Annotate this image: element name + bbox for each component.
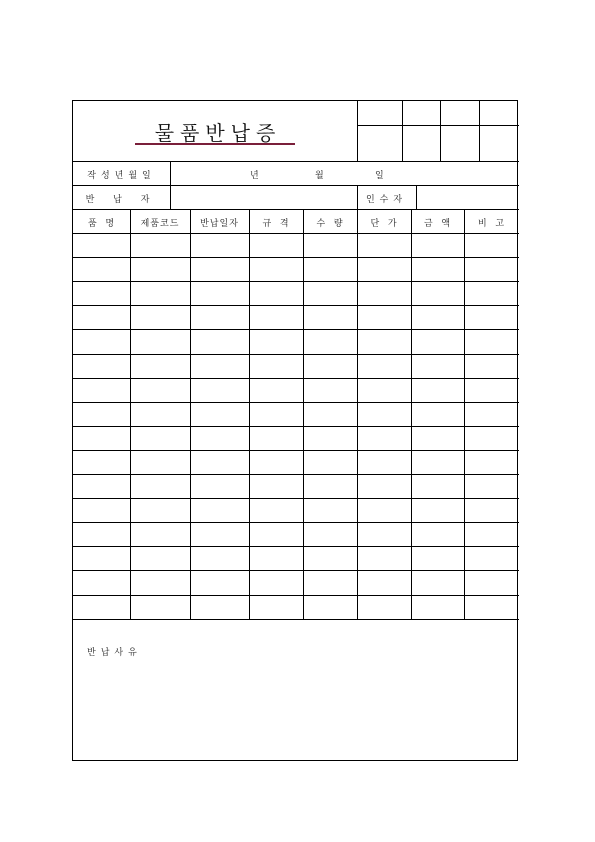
table-cell[interactable] — [304, 427, 356, 449]
table-cell[interactable] — [250, 596, 302, 618]
table-row — [73, 498, 519, 522]
table-cell[interactable] — [191, 355, 248, 377]
table-cell[interactable] — [465, 596, 518, 618]
table-cell[interactable] — [304, 282, 356, 304]
table-cell[interactable] — [465, 355, 518, 377]
approval-title-cell-2[interactable] — [403, 102, 439, 124]
table-cell[interactable] — [131, 427, 189, 449]
table-cell[interactable] — [358, 427, 410, 449]
table-cell[interactable] — [412, 596, 463, 618]
table-cell[interactable] — [74, 258, 129, 280]
table-row — [73, 570, 519, 594]
table-cell[interactable] — [412, 258, 463, 280]
table-cell[interactable] — [304, 258, 356, 280]
approval-title-cell-4[interactable] — [480, 102, 518, 124]
table-cell[interactable] — [358, 330, 410, 352]
table-cell[interactable] — [191, 258, 248, 280]
table-row — [73, 450, 519, 474]
table-row — [73, 305, 519, 329]
table-cell[interactable] — [465, 475, 518, 497]
receiver-label: 인수자 — [365, 195, 408, 205]
column-header: 비 고 — [477, 219, 506, 229]
table-cell[interactable] — [131, 523, 189, 545]
table-cell[interactable] — [191, 379, 248, 401]
table-cell[interactable] — [412, 234, 463, 256]
table-cell[interactable] — [304, 379, 356, 401]
table-row — [73, 402, 519, 426]
table-row — [73, 474, 519, 498]
table-cell[interactable] — [74, 547, 129, 569]
table-cell[interactable] — [191, 306, 248, 328]
table-cell[interactable] — [304, 571, 356, 593]
table-row — [73, 281, 519, 305]
approval-sign-cell-2[interactable] — [403, 126, 439, 160]
table-cell[interactable] — [191, 282, 248, 304]
table-cell[interactable] — [358, 547, 410, 569]
reason-input-area[interactable] — [74, 620, 518, 760]
table-cell[interactable] — [304, 306, 356, 328]
table-cell[interactable] — [465, 571, 518, 593]
table-cell[interactable] — [412, 330, 463, 352]
approval-sign-cell-4[interactable] — [480, 126, 518, 160]
table-cell[interactable] — [131, 282, 189, 304]
returner-input-cell[interactable] — [171, 186, 356, 208]
table-cell[interactable] — [465, 499, 518, 521]
table-cell[interactable] — [358, 234, 410, 256]
table-cell[interactable] — [358, 306, 410, 328]
table-cell[interactable] — [74, 427, 129, 449]
table-cell[interactable] — [131, 330, 189, 352]
table-cell[interactable] — [412, 547, 463, 569]
table-cell[interactable] — [191, 234, 248, 256]
table-cell[interactable] — [465, 427, 518, 449]
table-cell[interactable] — [358, 258, 410, 280]
table-cell[interactable] — [250, 523, 302, 545]
title-underline — [135, 143, 295, 145]
table-cell[interactable] — [465, 451, 518, 473]
table-cell[interactable] — [250, 547, 302, 569]
table-cell[interactable] — [74, 282, 129, 304]
table-row — [73, 329, 519, 353]
date-label: 작성년월일 — [87, 171, 156, 181]
table-cell[interactable] — [191, 427, 248, 449]
table-cell[interactable] — [131, 596, 189, 618]
table-cell[interactable] — [250, 403, 302, 425]
table-cell[interactable] — [304, 475, 356, 497]
table-cell[interactable] — [74, 234, 129, 256]
column-header: 반납일자 — [200, 219, 239, 229]
table-cell[interactable] — [131, 475, 189, 497]
receiver-input-cell[interactable] — [417, 186, 518, 208]
table-cell[interactable] — [304, 499, 356, 521]
table-cell[interactable] — [358, 355, 410, 377]
year-label: 년 — [250, 171, 260, 181]
table-cell[interactable] — [191, 499, 248, 521]
table-cell[interactable] — [74, 379, 129, 401]
table-cell[interactable] — [358, 379, 410, 401]
table-cell[interactable] — [74, 330, 129, 352]
table-cell[interactable] — [412, 451, 463, 473]
table-cell[interactable] — [131, 499, 189, 521]
approval-title-cell-3[interactable] — [441, 102, 478, 124]
table-cell[interactable] — [74, 571, 129, 593]
table-cell[interactable] — [250, 379, 302, 401]
table-cell[interactable] — [304, 596, 356, 618]
table-cell[interactable] — [304, 451, 356, 473]
table-cell[interactable] — [358, 596, 410, 618]
table-cell[interactable] — [74, 306, 129, 328]
table-cell[interactable] — [131, 547, 189, 569]
table-cell[interactable] — [131, 379, 189, 401]
table-cell[interactable] — [358, 523, 410, 545]
table-cell[interactable] — [74, 475, 129, 497]
table-cell[interactable] — [412, 403, 463, 425]
table-row — [73, 354, 519, 378]
table-cell[interactable] — [191, 330, 248, 352]
column-header: 단 가 — [370, 219, 398, 229]
table-cell[interactable] — [465, 234, 518, 256]
table-cell[interactable] — [304, 403, 356, 425]
table-cell[interactable] — [250, 571, 302, 593]
column-header: 제품코드 — [140, 219, 180, 229]
table-cell[interactable] — [412, 499, 463, 521]
table-cell[interactable] — [304, 523, 356, 545]
reason-label: 반납사유 — [87, 648, 142, 658]
table-cell[interactable] — [74, 596, 129, 618]
table-row — [73, 233, 519, 257]
table-cell[interactable] — [304, 234, 356, 256]
table-cell[interactable] — [250, 234, 302, 256]
table-cell[interactable] — [131, 571, 189, 593]
table-cell[interactable] — [250, 355, 302, 377]
table-cell[interactable] — [250, 499, 302, 521]
table-cell[interactable] — [131, 355, 189, 377]
table-cell[interactable] — [74, 523, 129, 545]
table-row — [73, 257, 519, 281]
table-cell[interactable] — [191, 571, 248, 593]
table-cell[interactable] — [412, 523, 463, 545]
column-header: 품 명 — [87, 219, 116, 229]
table-cell[interactable] — [191, 475, 248, 497]
table-cell[interactable] — [304, 330, 356, 352]
table-cell[interactable] — [412, 379, 463, 401]
table-cell[interactable] — [131, 306, 189, 328]
approval-title-cell-1[interactable] — [358, 102, 401, 124]
table-cell[interactable] — [131, 451, 189, 473]
table-cell[interactable] — [250, 258, 302, 280]
table-cell[interactable] — [358, 475, 410, 497]
table-row — [73, 546, 519, 570]
returner-label: 반 납 자 — [85, 195, 158, 205]
table-cell[interactable] — [465, 306, 518, 328]
table-cell[interactable] — [358, 282, 410, 304]
table-cell[interactable] — [250, 306, 302, 328]
table-cell[interactable] — [191, 596, 248, 618]
table-cell[interactable] — [304, 355, 356, 377]
table-cell[interactable] — [412, 355, 463, 377]
return-receipt-form — [72, 100, 518, 761]
returner-row-bottom-border — [73, 209, 519, 210]
table-cell[interactable] — [412, 571, 463, 593]
table-cell[interactable] — [412, 282, 463, 304]
table-cell[interactable] — [412, 306, 463, 328]
table-cell[interactable] — [191, 523, 248, 545]
table-cell[interactable] — [358, 499, 410, 521]
date-input-cell[interactable] — [171, 162, 518, 184]
table-cell[interactable] — [358, 403, 410, 425]
day-label: 일 — [375, 171, 385, 181]
column-header: 규 격 — [262, 219, 290, 229]
table-cell[interactable] — [465, 403, 518, 425]
table-cell[interactable] — [131, 403, 189, 425]
table-row — [73, 522, 519, 546]
table-cell[interactable] — [465, 330, 518, 352]
table-cell[interactable] — [74, 355, 129, 377]
table-cell[interactable] — [304, 547, 356, 569]
table-cell[interactable] — [250, 475, 302, 497]
table-cell[interactable] — [250, 427, 302, 449]
table-cell[interactable] — [191, 547, 248, 569]
table-row — [73, 426, 519, 450]
table-cell[interactable] — [74, 403, 129, 425]
approval-sign-cell-3[interactable] — [441, 126, 478, 160]
table-cell[interactable] — [74, 451, 129, 473]
table-cell[interactable] — [250, 330, 302, 352]
column-header: 수 량 — [316, 219, 344, 229]
table-cell[interactable] — [465, 282, 518, 304]
table-row — [73, 595, 519, 619]
month-label: 월 — [315, 171, 325, 181]
document-title: 물품반납증 — [154, 121, 282, 145]
table-cell[interactable] — [358, 571, 410, 593]
approval-sign-cell-1[interactable] — [358, 126, 401, 160]
table-cell[interactable] — [131, 234, 189, 256]
table-cell[interactable] — [191, 403, 248, 425]
table-cell[interactable] — [465, 547, 518, 569]
table-cell[interactable] — [465, 379, 518, 401]
table-cell[interactable] — [250, 451, 302, 473]
table-cell[interactable] — [250, 282, 302, 304]
table-row — [73, 378, 519, 402]
table-cell[interactable] — [191, 451, 248, 473]
table-cell[interactable] — [358, 451, 410, 473]
table-cell[interactable] — [131, 258, 189, 280]
column-header: 금 액 — [423, 219, 452, 229]
table-cell[interactable] — [465, 258, 518, 280]
table-cell[interactable] — [412, 427, 463, 449]
table-cell[interactable] — [412, 475, 463, 497]
table-cell[interactable] — [465, 523, 518, 545]
table-cell[interactable] — [74, 499, 129, 521]
